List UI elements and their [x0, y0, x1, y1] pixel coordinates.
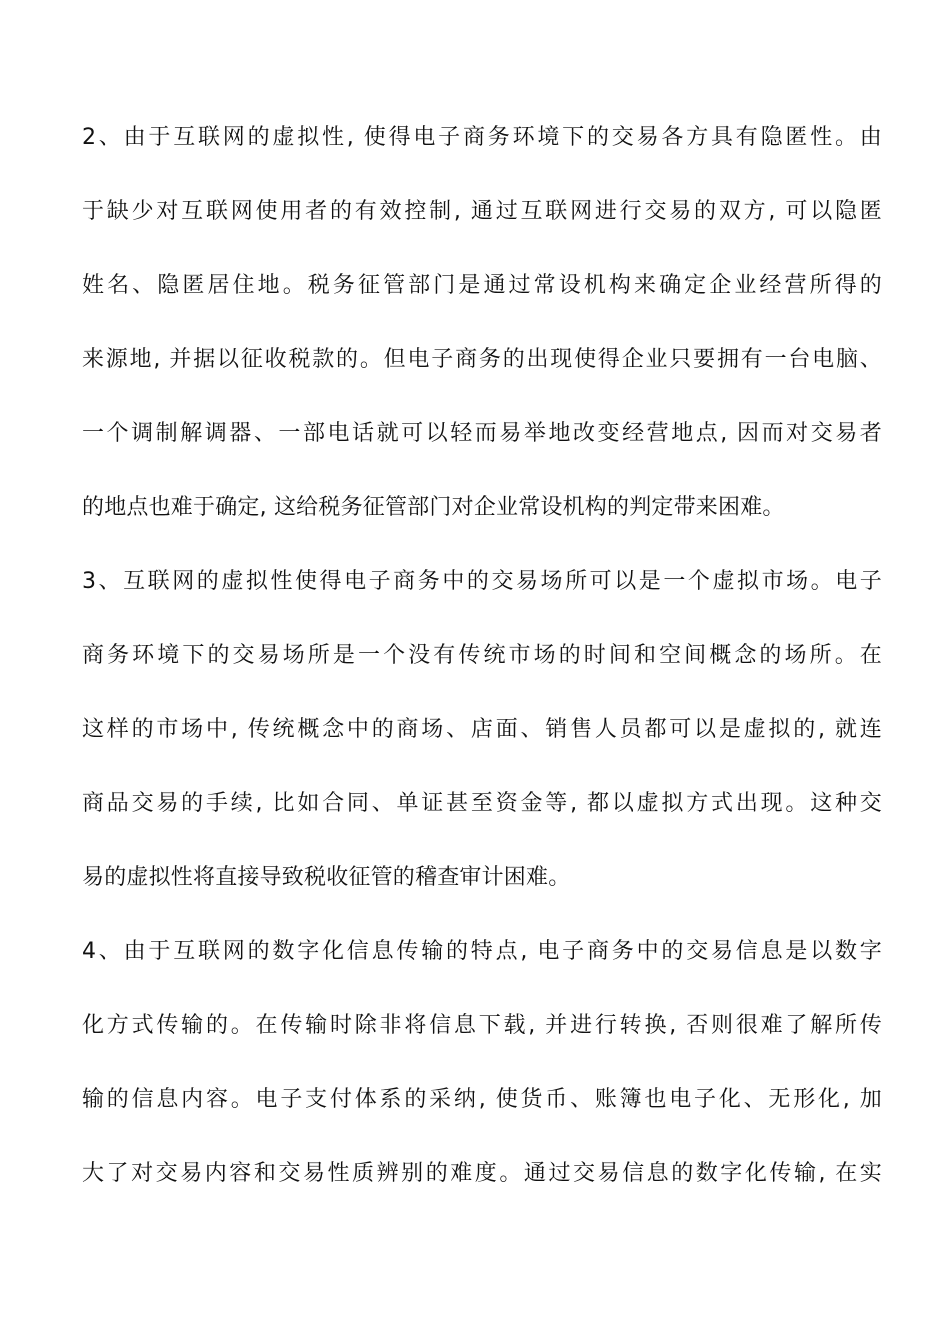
text-line: 一个调制解调器、一部电话就可以轻而易举地改变经营地点, 因而对交易者	[82, 421, 882, 446]
text-line: 的地点也难于确定, 这给税务征管部门对企业常设机构的判定带来困难。	[82, 495, 785, 520]
text-line: 2、由于互联网的虚拟性, 使得电子商务环境下的交易各方具有隐匿性。由	[82, 125, 882, 150]
text-line: 来源地, 并据以征收税款的。但电子商务的出现使得企业只要拥有一台电脑、	[82, 347, 882, 372]
text-line: 化方式传输的。在传输时除非将信息下载, 并进行转换, 否则很难了解所传	[82, 1013, 882, 1038]
text-line: 易的虚拟性将直接导致税收征管的稽查审计困难。	[82, 865, 571, 890]
text-line: 商务环境下的交易场所是一个没有传统市场的时间和空间概念的场所。在	[82, 643, 882, 668]
text-line: 大了对交易内容和交易性质辨别的难度。通过交易信息的数字化传输, 在实	[82, 1161, 882, 1186]
text-line: 姓名、隐匿居住地。税务征管部门是通过常设机构来确定企业经营所得的	[82, 273, 882, 298]
text-line: 3、互联网的虚拟性使得电子商务中的交易场所可以是一个虚拟市场。电子	[82, 569, 882, 594]
text-line: 商品交易的手续, 比如合同、单证甚至资金等, 都以虚拟方式出现。这种交	[82, 791, 882, 816]
text-line: 这样的市场中, 传统概念中的商场、店面、销售人员都可以是虚拟的, 就连	[82, 717, 882, 742]
text-line: 4、由于互联网的数字化信息传输的特点, 电子商务中的交易信息是以数字	[82, 939, 882, 964]
text-line: 输的信息内容。电子支付体系的采纳, 使货币、账簿也电子化、无形化, 加	[82, 1087, 882, 1112]
text-line: 于缺少对互联网使用者的有效控制, 通过互联网进行交易的双方, 可以隐匿	[82, 199, 882, 224]
